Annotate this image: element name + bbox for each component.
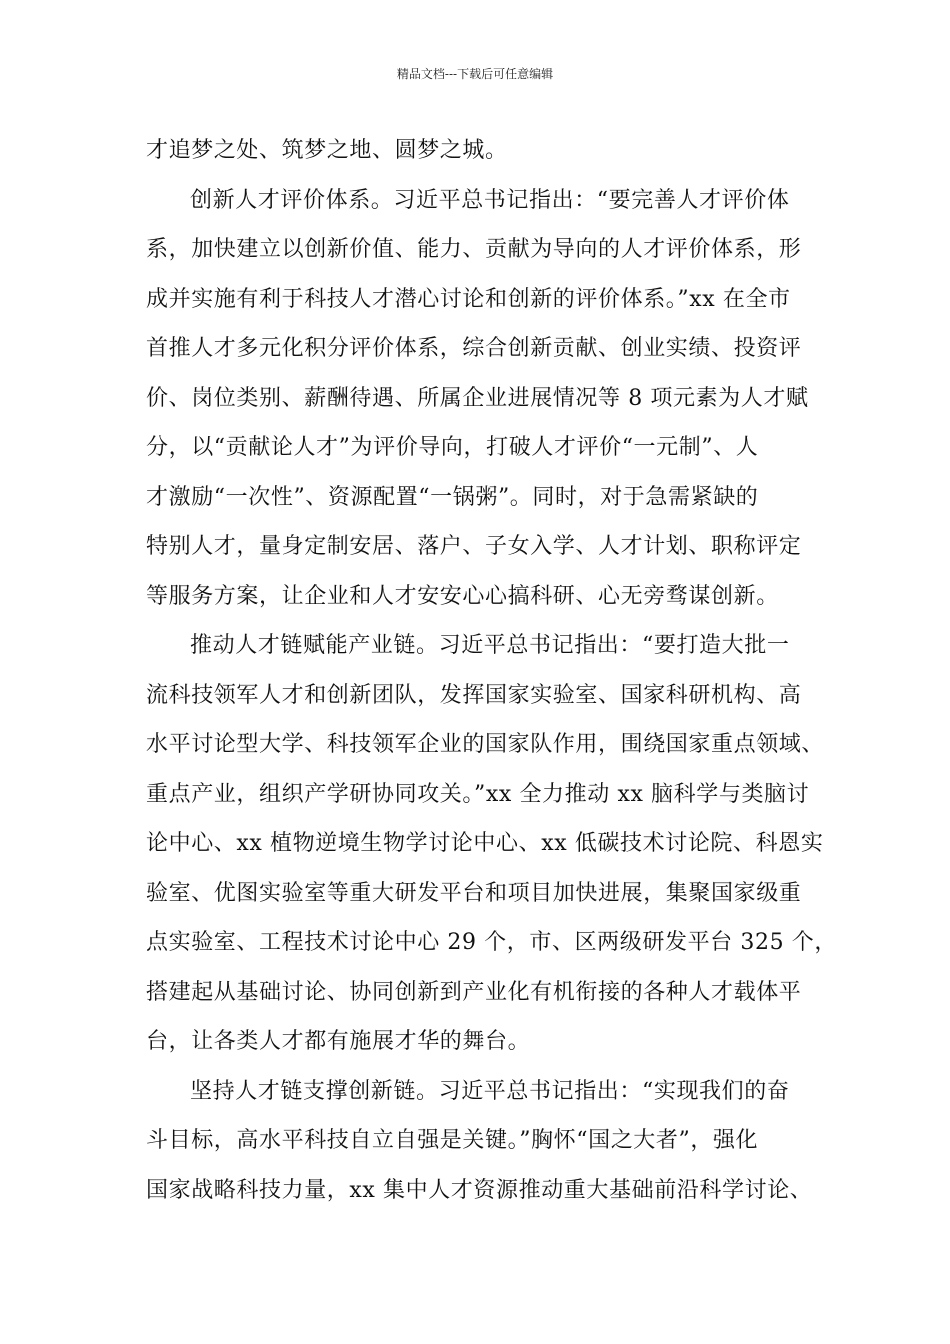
text-line: 才激励“一次性”、资源配置“一锅粥”。同时，对于急需紧缺的 [146, 484, 759, 510]
text-line: 点实验室、工程技术讨论中心 29 个，市、区两级研发平台 325 个， [146, 930, 837, 955]
text-line: 分，以“贡献论人才”为评价导向，打破人才评价“一元制”、人 [146, 435, 759, 460]
text-line: 水平讨论型大学、科技领军企业的国家队作用，围绕国家重点领域、 [146, 732, 825, 757]
text-line: 搭建起从基础讨论、协同创新到产业化有机衔接的各种人才载体平 [146, 979, 802, 1005]
text-line: 论中心、xx 植物逆境生物学讨论中心、xx 低碳技术讨论院、科恩实 [146, 831, 824, 856]
text-line: 验室、优图实验室等重大研发平台和项目加快进展，集聚国家级重 [146, 880, 802, 906]
text-line: 特别人才，量身定制安居、落户、子女入学、人才计划、职称评定 [146, 534, 802, 559]
text-line: 台，让各类人才都有施展才华的舞台。 [146, 1029, 531, 1054]
text-line: 才追梦之处、筑梦之地、圆梦之城。 [146, 138, 508, 163]
text-line: 成并实施有利于科技人才潜心讨论和创新的评价体系。”xx 在全市 [146, 286, 791, 312]
text-line: 国家战略科技力量，xx 集中人才资源推动重大基础前沿科学讨论、 [146, 1177, 813, 1203]
text-line: 斗目标，高水平科技自立自强是关键。”胸怀“国之大者”，强化 [146, 1128, 759, 1153]
paragraph-first-line: 创新人才评价体系。习近平总书记指出：“要完善人才评价体 [190, 187, 790, 213]
text-line: 重点产业，组织产学研协同攻关。”xx 全力推动 xx 脑科学与类脑讨 [146, 781, 810, 807]
paragraph-first-line: 推动人才链赋能产业链。习近平总书记指出：“要打造大批一 [190, 633, 790, 658]
text-line: 系，加快建立以创新价值、能力、贡献为导向的人才评价体系，形 [146, 237, 802, 262]
text-line: 等服务方案，让企业和人才安安心心搞科研、心无旁骛谋创新。 [146, 583, 779, 609]
page-header: 精品文档---下载后可任意编辑 [396, 67, 554, 81]
text-line: 流科技领军人才和创新团队，发挥国家实验室、国家科研机构、高 [146, 682, 802, 708]
paragraph-first-line: 坚持人才链支撑创新链。习近平总书记指出：“实现我们的奋 [190, 1078, 790, 1104]
text-line: 首推人才多元化积分评价体系，综合创新贡献、创业实绩、投资评 [146, 336, 802, 361]
text-line: 价、岗位类别、薪酬待遇、所属企业进展情况等 8 项元素为人才赋 [146, 385, 809, 411]
document-body [146, 126, 846, 1215]
